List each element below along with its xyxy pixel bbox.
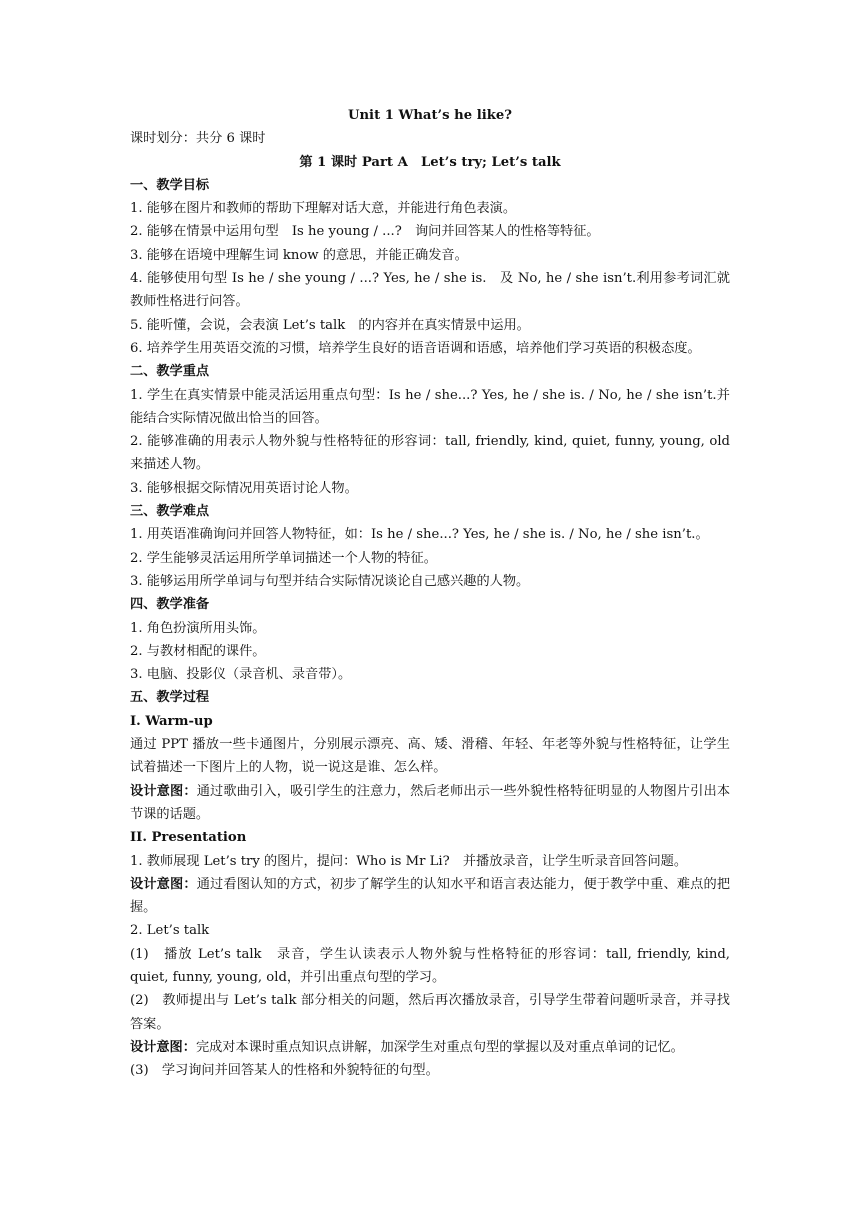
warmup-heading: I. Warm-up (130, 713, 213, 729)
list-item: 1. 能够在图片和教师的帮助下理解对话大意，并能进行角色表演。 (130, 201, 517, 217)
lesson-title: 第 1 课时 Part A Let’s try; Let’s talk (299, 154, 561, 170)
design-intent-label: 设计意图： (130, 783, 197, 799)
list-item: 4. 能够使用句型 Is he / she young / ...? Yes, he / she is. 及 No, he / she isn’t.利用参考词汇就教师性格进行问答。 (130, 271, 730, 310)
list-item: 3. 能够根据交际情况用英语讨论人物。 (130, 480, 358, 496)
presentation-substep: (1) 播放 Let’s talk 录音，学生认读表示人物外貌与性格特征的形容词：tall, friendly, kind, quiet, funny, young, old，并引出重点句型的学习。 (130, 946, 730, 985)
list-item: 1. 用英语准确询问并回答人物特征，如：Is he / she...? Yes, he / she is. / No, he / she isn’t.。 (130, 527, 709, 543)
document-page (130, 104, 744, 1082)
design-intent-text: 完成对本课时重点知识点讲解，加深学生对重点句型的掌握以及对重点单词的记忆。 (195, 1039, 684, 1055)
section-heading-preparation: 四、教学准备 (130, 597, 210, 613)
presentation-substep: (3) 学习询问并回答某人的性格和外貌特征的句型。 (130, 1063, 439, 1079)
section-heading-process: 五、教学过程 (130, 690, 210, 706)
design-intent-paragraph (130, 873, 730, 920)
list-item: 3. 电脑、投影仪（录音机、录音带）。 (130, 667, 352, 683)
section-heading-objectives: 一、教学目标 (130, 177, 210, 193)
list-item: 1. 学生在真实情景中能灵活运用重点句型：Is he / she...? Yes, he / she is. / No, he / she isn’t.并能结合实际情况做出恰当的回答。 (130, 387, 730, 426)
design-intent-text: 通过看图认知的方式，初步了解学生的认知水平和语言表达能力，便于教学中重、难点的把握。 (130, 876, 731, 916)
list-item: 3. 能够在语境中理解生词 know 的意思，并能正确发音。 (130, 247, 468, 263)
design-intent-paragraph (130, 1036, 730, 1059)
presentation-step-heading: 2. Let’s talk (130, 923, 210, 939)
list-item: 2. 与教材相配的课件。 (130, 643, 266, 659)
design-intent-label: 设计意图： (130, 876, 197, 892)
warmup-text: 通过 PPT 播放一些卡通图片，分别展示漂亮、高、矮、滑稽、年轻、年老等外貌与性格特征，让学生试着描述一下图片上的人物，说一说这是谁、怎么样。 (130, 737, 730, 776)
list-item: 3. 能够运用所学单词与句型并结合实际情况谈论自己感兴趣的人物。 (130, 573, 530, 589)
period-division: 课时划分：共分 6 课时 (130, 131, 266, 147)
list-item: 1. 角色扮演所用头饰。 (130, 620, 266, 636)
list-item: 5. 能听懂，会说，会表演 Let’s talk 的内容并在真实情景中运用。 (130, 317, 530, 333)
list-item: 2. 学生能够灵活运用所学单词描述一个人物的特征。 (130, 550, 437, 566)
list-item: 6. 培养学生用英语交流的习惯，培养学生良好的语音语调和语感，培养他们学习英语的积极态度。 (130, 340, 701, 356)
document-title: Unit 1 What’s he like? (347, 108, 513, 123)
presentation-heading: II. Presentation (130, 830, 247, 846)
design-intent-text: 通过歌曲引入，吸引学生的注意力，然后老师出示一些外貌性格特征明显的人物图片引出本节课的话题。 (130, 783, 731, 822)
presentation-substep: (2) 教师提出与 Let’s talk 部分相关的问题，然后再次播放录音，引导学生带着问题听录音，并寻找答案。 (130, 993, 730, 1032)
design-intent-paragraph (130, 780, 730, 827)
section-heading-difficulties: 三、教学难点 (130, 504, 210, 520)
list-item: 2. 能够准确的用表示人物外貌与性格特征的形容词：tall, friendly, kind, quiet, funny, young, old 来描述人物。 (130, 434, 744, 473)
list-item: 2. 能够在情景中运用句型 Is he young / ...? 询问并回答某人的性格等特征。 (130, 224, 600, 240)
design-intent-label: 设计意图： (130, 1039, 196, 1055)
presentation-step: 1. 教师展现 Let’s try 的图片，提问：Who is Mr Li? 并播放录音，让学生听录音回答问题。 (130, 853, 688, 869)
section-heading-key-points: 二、教学重点 (130, 364, 210, 380)
